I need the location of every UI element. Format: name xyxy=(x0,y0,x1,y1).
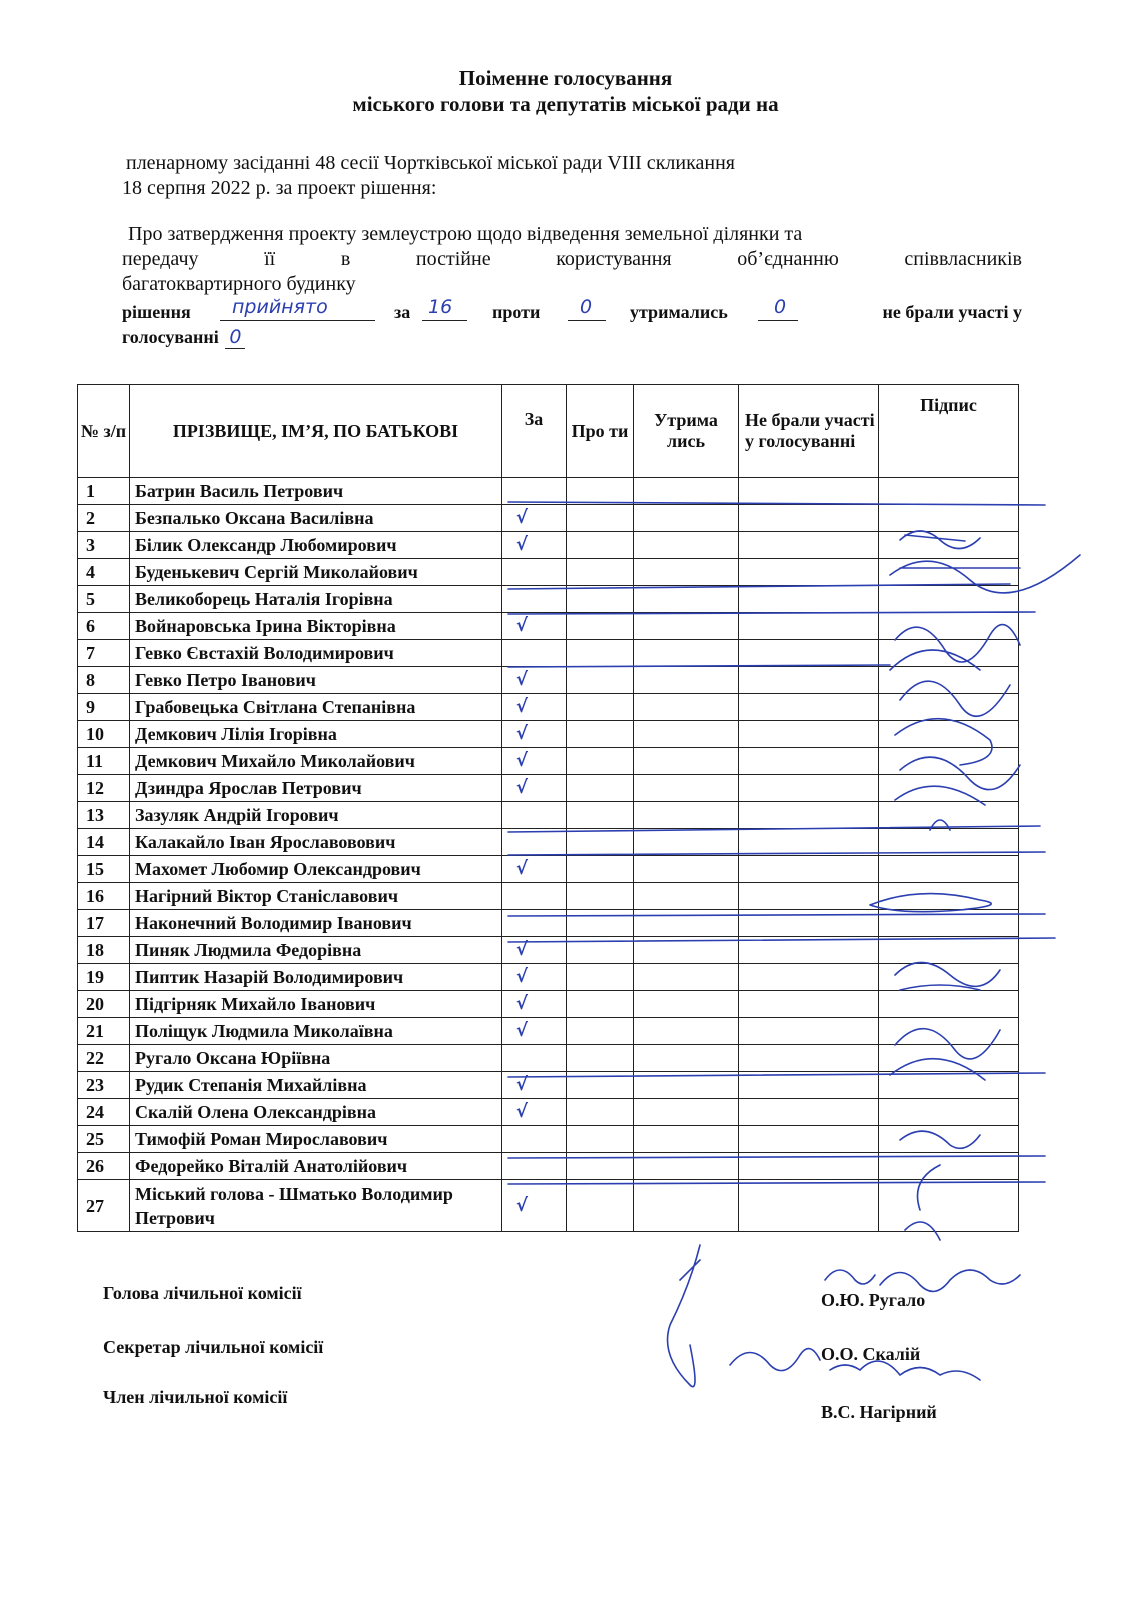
row-vote-for: √ xyxy=(502,856,567,883)
row-name: Демкович Михайло Миколайович xyxy=(130,748,502,775)
row-name: Грабовецька Світлана Степанівна xyxy=(130,694,502,721)
chair-label: Голова лічильної комісії xyxy=(103,1283,302,1303)
table-row xyxy=(78,964,1019,991)
row-number: 24 xyxy=(78,1099,130,1126)
row-name: Підгірняк Михайло Іванович xyxy=(130,991,502,1018)
row-vote-abstained xyxy=(634,1018,739,1045)
project-word: об’єднанню xyxy=(737,248,839,270)
row-vote-against xyxy=(567,802,634,829)
row-vote-for xyxy=(502,1126,567,1153)
row-vote-for: √ xyxy=(502,991,567,1018)
row-name: Войнаровська Ірина Вікторівна xyxy=(130,613,502,640)
table-row xyxy=(78,883,1019,910)
row-vote-abstained xyxy=(634,883,739,910)
project-word: співвласників xyxy=(904,248,1022,270)
row-vote-against xyxy=(567,1180,634,1232)
row-name: Білик Олександр Любомирович xyxy=(130,532,502,559)
header-num: № з/п xyxy=(78,385,130,478)
project-line-1: Про затвердження проекту землеустрою щодо відведення земельної ділянки та xyxy=(128,223,803,245)
header-name: ПРІЗВИЩЕ, ІМ’Я, ПО БАТЬКОВІ xyxy=(130,385,502,478)
row-number: 2 xyxy=(78,505,130,532)
row-vote-against xyxy=(567,1018,634,1045)
table-header-row xyxy=(78,385,1019,478)
project-word: передачу xyxy=(122,248,199,270)
row-vote-not-participated xyxy=(739,613,879,640)
table-row xyxy=(78,721,1019,748)
row-number: 11 xyxy=(78,748,130,775)
row-number: 5 xyxy=(78,586,130,613)
table-row xyxy=(78,1180,1019,1232)
row-vote-against xyxy=(567,991,634,1018)
row-signature xyxy=(879,721,1019,748)
row-name: Махомет Любомир Олександрович xyxy=(130,856,502,883)
row-vote-abstained xyxy=(634,1099,739,1126)
row-signature xyxy=(879,991,1019,1018)
row-name: Зазуляк Андрій Ігорович xyxy=(130,802,502,829)
table-row xyxy=(78,532,1019,559)
row-vote-abstained xyxy=(634,937,739,964)
row-signature xyxy=(879,964,1019,991)
row-vote-against xyxy=(567,748,634,775)
row-name: Тимофій Роман Мирославович xyxy=(130,1126,502,1153)
row-vote-abstained xyxy=(634,748,739,775)
row-number: 12 xyxy=(78,775,130,802)
row-vote-abstained xyxy=(634,1153,739,1180)
table-row xyxy=(78,802,1019,829)
row-vote-for xyxy=(502,802,567,829)
row-vote-abstained xyxy=(634,802,739,829)
decision-line xyxy=(122,296,1022,326)
row-vote-for: √ xyxy=(502,1180,567,1232)
row-vote-against xyxy=(567,694,634,721)
row-name: Дзиндра Ярослав Петрович xyxy=(130,775,502,802)
row-signature xyxy=(879,937,1019,964)
row-vote-for: √ xyxy=(502,1099,567,1126)
row-vote-against xyxy=(567,505,634,532)
table-row xyxy=(78,991,1019,1018)
row-vote-for: √ xyxy=(502,937,567,964)
row-number: 14 xyxy=(78,829,130,856)
row-vote-against xyxy=(567,910,634,937)
row-signature xyxy=(879,1126,1019,1153)
session-line: пленарному засіданні 48 сесії Чортківської міської ради VIII скликання xyxy=(126,152,735,174)
row-vote-abstained xyxy=(634,532,739,559)
for-value: 16 xyxy=(428,296,453,318)
row-name: Гевко Євстахій Володимирович xyxy=(130,640,502,667)
row-signature xyxy=(879,1153,1019,1180)
row-name: Скалій Олена Олександрівна xyxy=(130,1099,502,1126)
signature-scribble xyxy=(825,1270,1020,1291)
not-participated-label-2: голосуванні xyxy=(122,327,219,347)
row-name: Пиптик Назарій Володимирович xyxy=(130,964,502,991)
row-vote-abstained xyxy=(634,613,739,640)
date-line: 18 серпня 2022 р. за проект рішення: xyxy=(122,177,437,199)
row-vote-for xyxy=(502,559,567,586)
row-number: 16 xyxy=(78,883,130,910)
row-vote-abstained xyxy=(634,586,739,613)
row-vote-not-participated xyxy=(739,1153,879,1180)
row-vote-abstained xyxy=(634,1072,739,1099)
header-against: Про ти xyxy=(567,385,634,478)
row-signature xyxy=(879,802,1019,829)
row-signature xyxy=(879,748,1019,775)
row-vote-abstained xyxy=(634,856,739,883)
abstained-value: 0 xyxy=(774,296,787,318)
row-signature xyxy=(879,883,1019,910)
row-vote-against xyxy=(567,937,634,964)
table-row xyxy=(78,910,1019,937)
row-vote-for xyxy=(502,1045,567,1072)
row-signature xyxy=(879,1018,1019,1045)
table-row xyxy=(78,640,1019,667)
row-vote-abstained xyxy=(634,1126,739,1153)
row-number: 18 xyxy=(78,937,130,964)
row-signature xyxy=(879,586,1019,613)
row-signature xyxy=(879,532,1019,559)
header-for: За xyxy=(502,385,567,478)
row-signature xyxy=(879,1180,1019,1232)
row-name: Калакайло Іван Ярославовович xyxy=(130,829,502,856)
decision-label: рішення xyxy=(122,302,191,322)
secretary-name: О.О. Скалій xyxy=(821,1344,921,1364)
row-vote-not-participated xyxy=(739,1180,879,1232)
table-row xyxy=(78,667,1019,694)
row-vote-abstained xyxy=(634,505,739,532)
row-number: 6 xyxy=(78,613,130,640)
row-vote-for: √ xyxy=(502,721,567,748)
not-participated-value: 0 xyxy=(225,326,245,349)
row-vote-against xyxy=(567,721,634,748)
row-number: 27 xyxy=(78,1180,130,1232)
row-vote-for: √ xyxy=(502,667,567,694)
project-word: її xyxy=(264,248,276,270)
row-number: 13 xyxy=(78,802,130,829)
row-vote-abstained xyxy=(634,991,739,1018)
chair-name: О.Ю. Ругало xyxy=(821,1290,926,1310)
row-name: Наконечний Володимир Іванович xyxy=(130,910,502,937)
row-vote-abstained xyxy=(634,640,739,667)
table-row xyxy=(78,1153,1019,1180)
row-vote-against xyxy=(567,883,634,910)
table-row xyxy=(78,1099,1019,1126)
against-underline xyxy=(568,320,606,321)
row-vote-not-participated xyxy=(739,991,879,1018)
document-title: Поіменне голосування xyxy=(458,66,673,90)
row-vote-not-participated xyxy=(739,1099,879,1126)
table-row xyxy=(78,829,1019,856)
row-vote-against xyxy=(567,829,634,856)
row-vote-abstained xyxy=(634,910,739,937)
row-number: 10 xyxy=(78,721,130,748)
row-vote-for: √ xyxy=(502,964,567,991)
row-vote-for xyxy=(502,478,567,505)
table-row xyxy=(78,613,1019,640)
row-vote-not-participated xyxy=(739,829,879,856)
table-row xyxy=(78,775,1019,802)
row-number: 9 xyxy=(78,694,130,721)
table-row xyxy=(78,1018,1019,1045)
document-subtitle: міського голови та депутатів міської ради на xyxy=(352,92,779,116)
row-vote-against xyxy=(567,1045,634,1072)
row-vote-against xyxy=(567,667,634,694)
row-vote-abstained xyxy=(634,1045,739,1072)
row-signature xyxy=(879,613,1019,640)
row-signature xyxy=(879,829,1019,856)
row-name: Поліщук Людмила Миколаївна xyxy=(130,1018,502,1045)
row-vote-not-participated xyxy=(739,559,879,586)
member-name: В.С. Нагірний xyxy=(821,1402,937,1422)
row-vote-abstained xyxy=(634,694,739,721)
secretary-label: Секретар лічильної комісії xyxy=(103,1337,324,1357)
row-vote-for: √ xyxy=(502,694,567,721)
row-vote-against xyxy=(567,478,634,505)
row-signature xyxy=(879,1045,1019,1072)
row-vote-not-participated xyxy=(739,478,879,505)
row-number: 7 xyxy=(78,640,130,667)
row-name: Демкович Лілія Ігорівна xyxy=(130,721,502,748)
row-vote-for: √ xyxy=(502,748,567,775)
vote-table xyxy=(77,384,1019,1232)
row-number: 17 xyxy=(78,910,130,937)
row-name: Міський голова - Шматько Володимир Петрович xyxy=(130,1180,502,1232)
row-signature xyxy=(879,667,1019,694)
row-name: Рудик Степанія Михайлівна xyxy=(130,1072,502,1099)
row-vote-for: √ xyxy=(502,775,567,802)
row-vote-not-participated xyxy=(739,505,879,532)
row-vote-against xyxy=(567,1126,634,1153)
header-signature: Підпис xyxy=(879,385,1019,478)
row-vote-against xyxy=(567,640,634,667)
row-name: Пиняк Людмила Федорівна xyxy=(130,937,502,964)
table-row xyxy=(78,694,1019,721)
row-vote-not-participated xyxy=(739,586,879,613)
not-participated-line xyxy=(122,326,245,348)
table-row xyxy=(78,586,1019,613)
row-vote-against xyxy=(567,586,634,613)
row-name: Ругало Оксана Юріївна xyxy=(130,1045,502,1072)
row-signature xyxy=(879,910,1019,937)
row-vote-against xyxy=(567,532,634,559)
row-vote-not-participated xyxy=(739,640,879,667)
for-label: за xyxy=(394,302,411,322)
row-number: 22 xyxy=(78,1045,130,1072)
row-vote-for xyxy=(502,910,567,937)
row-vote-not-participated xyxy=(739,775,879,802)
table-row xyxy=(78,478,1019,505)
row-number: 8 xyxy=(78,667,130,694)
row-name: Батрин Василь Петрович xyxy=(130,478,502,505)
table-row xyxy=(78,937,1019,964)
row-number: 21 xyxy=(78,1018,130,1045)
row-vote-abstained xyxy=(634,559,739,586)
project-word: користування xyxy=(556,248,672,270)
row-signature xyxy=(879,1072,1019,1099)
project-word: в xyxy=(340,248,351,270)
row-vote-not-participated xyxy=(739,802,879,829)
row-number: 26 xyxy=(78,1153,130,1180)
row-vote-for xyxy=(502,829,567,856)
table-row xyxy=(78,1072,1019,1099)
row-signature xyxy=(879,1099,1019,1126)
row-vote-not-participated xyxy=(739,964,879,991)
row-name: Нагірний Віктор Станіславович xyxy=(130,883,502,910)
member-label: Член лічильної комісії xyxy=(103,1387,288,1407)
for-underline xyxy=(422,320,467,321)
row-number: 1 xyxy=(78,478,130,505)
row-vote-not-participated xyxy=(739,667,879,694)
row-vote-against xyxy=(567,1099,634,1126)
row-vote-abstained xyxy=(634,775,739,802)
row-vote-not-participated xyxy=(739,532,879,559)
table-row xyxy=(78,1045,1019,1072)
row-vote-for: √ xyxy=(502,1072,567,1099)
row-vote-for: √ xyxy=(502,532,567,559)
row-vote-not-participated xyxy=(739,694,879,721)
row-number: 23 xyxy=(78,1072,130,1099)
row-vote-not-participated xyxy=(739,721,879,748)
abstained-label: утримались xyxy=(630,302,728,322)
row-signature xyxy=(879,559,1019,586)
project-word: постійне xyxy=(415,248,491,270)
row-vote-not-participated xyxy=(739,1126,879,1153)
row-vote-abstained xyxy=(634,829,739,856)
row-name: Безпалько Оксана Василівна xyxy=(130,505,502,532)
table-row xyxy=(78,505,1019,532)
project-line-3: багатоквартирного будинку xyxy=(122,273,356,295)
row-number: 15 xyxy=(78,856,130,883)
signature-scribble xyxy=(668,1245,701,1387)
header-abstained: Утрима лись xyxy=(634,385,739,478)
row-signature xyxy=(879,505,1019,532)
table-row xyxy=(78,1126,1019,1153)
decision-value: прийнято xyxy=(232,296,328,318)
row-vote-against xyxy=(567,559,634,586)
row-signature xyxy=(879,775,1019,802)
row-vote-not-participated xyxy=(739,937,879,964)
row-vote-abstained xyxy=(634,1180,739,1232)
row-number: 4 xyxy=(78,559,130,586)
row-vote-abstained xyxy=(634,667,739,694)
row-name: Гевко Петро Іванович xyxy=(130,667,502,694)
row-number: 25 xyxy=(78,1126,130,1153)
row-vote-against xyxy=(567,856,634,883)
row-vote-against xyxy=(567,964,634,991)
row-vote-for xyxy=(502,883,567,910)
row-name: Федорейко Віталій Анатолійович xyxy=(130,1153,502,1180)
table-row xyxy=(78,559,1019,586)
row-vote-not-participated xyxy=(739,883,879,910)
row-vote-not-participated xyxy=(739,748,879,775)
row-number: 20 xyxy=(78,991,130,1018)
against-value: 0 xyxy=(580,296,593,318)
row-signature xyxy=(879,478,1019,505)
row-vote-not-participated xyxy=(739,1045,879,1072)
row-vote-for: √ xyxy=(502,613,567,640)
row-vote-abstained xyxy=(634,964,739,991)
row-vote-against xyxy=(567,613,634,640)
row-vote-for xyxy=(502,1153,567,1180)
row-number: 3 xyxy=(78,532,130,559)
row-signature xyxy=(879,640,1019,667)
row-vote-not-participated xyxy=(739,1018,879,1045)
decision-underline xyxy=(220,320,375,321)
row-number: 19 xyxy=(78,964,130,991)
row-vote-for: √ xyxy=(502,505,567,532)
row-vote-abstained xyxy=(634,478,739,505)
row-vote-for xyxy=(502,640,567,667)
table-row xyxy=(78,856,1019,883)
row-vote-abstained xyxy=(634,721,739,748)
row-vote-not-participated xyxy=(739,856,879,883)
against-label: проти xyxy=(492,302,541,322)
row-vote-against xyxy=(567,1072,634,1099)
row-vote-against xyxy=(567,1153,634,1180)
row-vote-not-participated xyxy=(739,1072,879,1099)
row-name: Буденькевич Сергій Миколайович xyxy=(130,559,502,586)
row-vote-for: √ xyxy=(502,1018,567,1045)
row-vote-against xyxy=(567,775,634,802)
project-line-2 xyxy=(122,248,1022,271)
row-signature xyxy=(879,856,1019,883)
row-vote-not-participated xyxy=(739,910,879,937)
header-not-participated: Не брали участі у голосуванні xyxy=(739,385,879,478)
not-participated-label: не брали участі у xyxy=(882,302,1022,322)
row-signature xyxy=(879,694,1019,721)
row-name: Великоборець Наталія Ігорівна xyxy=(130,586,502,613)
table-row xyxy=(78,748,1019,775)
abstained-underline xyxy=(758,320,798,321)
row-vote-for xyxy=(502,586,567,613)
